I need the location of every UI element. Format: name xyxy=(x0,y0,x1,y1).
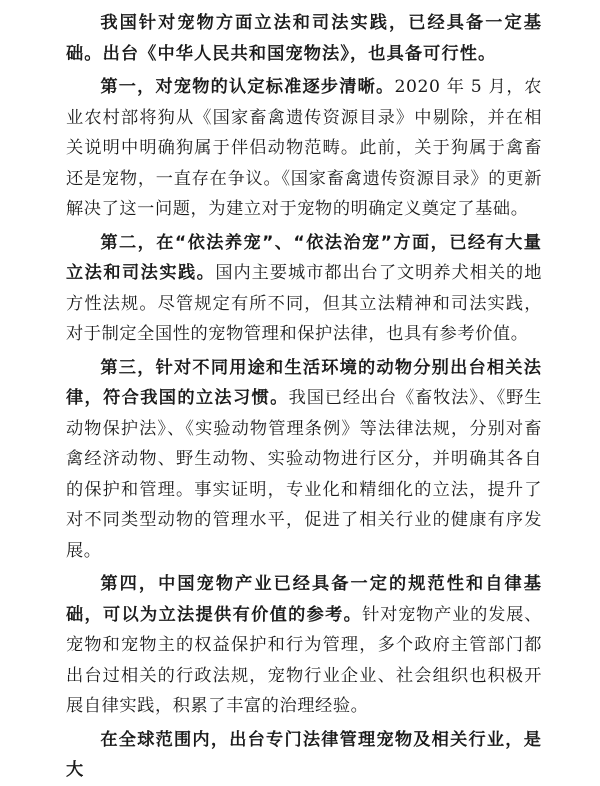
second-point-text: 国内主要城市都出台了文明养犬相关的地方性法规。尽管规定有所不同，但其立法精神和司法实践，对于制定全国性的宠物管理和保护法律，也具有参考价值。 xyxy=(66,263,542,344)
paragraph-intro xyxy=(66,8,542,69)
global-scope-heading: 在全球范围内，出台专门法律管理宠物及相关行业，是大 xyxy=(66,729,542,780)
paragraph-intro-heading: 我国针对宠物方面立法和司法实践，已经具备一定基础。出台《中华人民共和国宠物法》，也具备可行性。 xyxy=(66,13,542,64)
third-point-heading: 第三，针对不同用途和生活环境的动物分别出台相关法律，符合我国的立法习惯。 xyxy=(66,357,542,408)
fourth-point-heading: 第四，中国宠物产业已经具备一定的规范性和自律基础，可以为立法提供有价值的参考。 xyxy=(66,574,542,625)
first-point-heading: 第一，对宠物的认定标准逐步清晰。 xyxy=(100,77,395,97)
paragraph-second-point xyxy=(66,228,542,350)
paragraph-global-scope xyxy=(66,725,542,786)
paragraph-first-point xyxy=(66,72,542,225)
second-point-heading: 第二，在“依法养宠”、“依法治宠”方面，已经有大量立法和司法实践。 xyxy=(66,232,542,283)
paragraph-fourth-point xyxy=(66,569,542,722)
third-point-text: 我国已经出台《畜牧法》、《野生动物保护法》、《实验动物管理条例》等法律法规，分别对畜禽经济动物、野生动物、实验动物进行区分，并明确其各自的保护和管理。事实证明，专业化和精细化的立法，提升了对不同类型动物的管理水平，促进了相关行业的健康有序发展。 xyxy=(66,388,542,561)
paragraph-third-point xyxy=(66,353,542,567)
fourth-point-text: 针对宠物产业的发展、宠物和宠物主的权益保护和行为管理，多个政府主管部门都出台过相关的行政法规，宠物行业企业、社会组织也积极开展自律实践，积累了丰富的治理经验。 xyxy=(66,604,542,716)
first-point-text: 2020 年 5 月，农业农村部将狗从《国家畜禽遗传资源目录》中剔除，并在相关说明中明确狗属于伴侣动物范畴。此前，关于狗属于禽畜还是宠物，一直存在争议。《国家畜禽遗传资源目录》的更新解决了这一问题，为建立对于宠物的明确定义奠定了基础。 xyxy=(66,77,542,219)
document-body xyxy=(66,8,542,786)
